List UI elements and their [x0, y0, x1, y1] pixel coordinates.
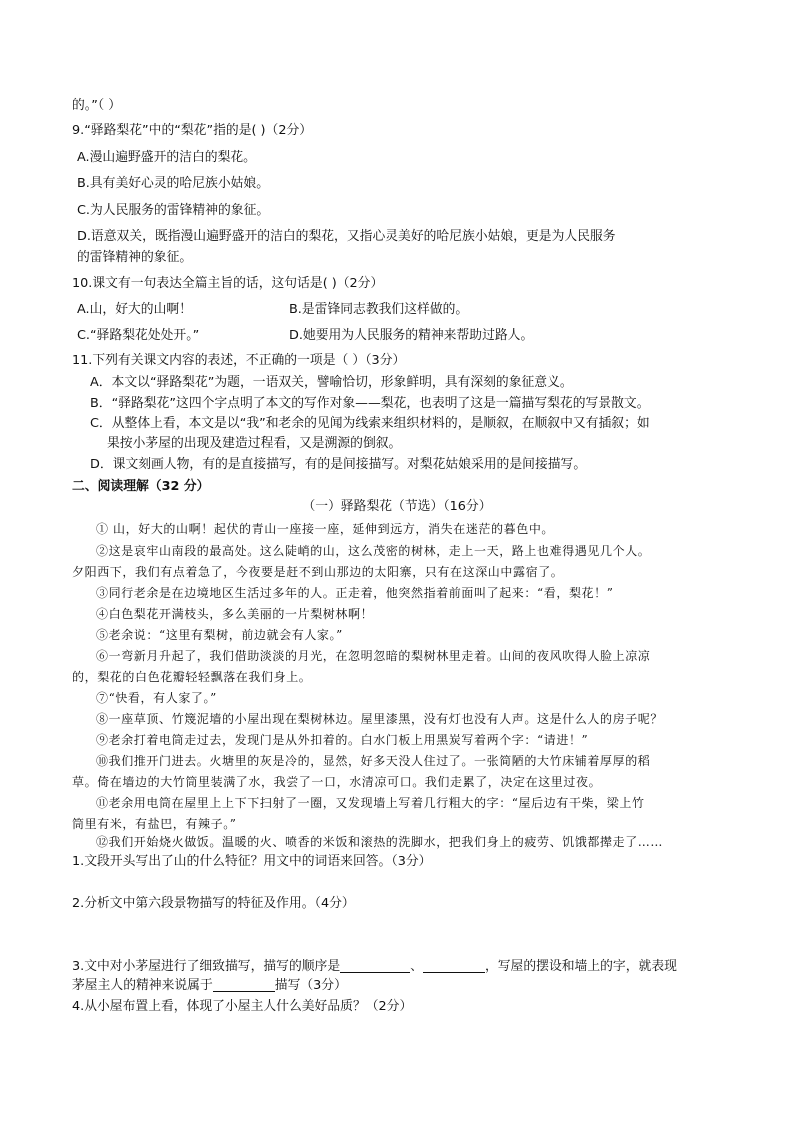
reading-question-3: 3.文中对小茅屋进行了细致描写，描写的顺序是 、 ，写屋的摆设和墙上的字，就表现 [72, 959, 677, 974]
q9-option-d-cont: 的雷锋精神的象征。 [77, 250, 193, 265]
passage-title: （一）驿路梨花（节选）（16分） [302, 499, 492, 514]
q9-option-b: B.具有美好心灵的哈尼族小姑娘。 [77, 176, 270, 191]
q11-option-c: C．从整体上看，本文是以“我”和老余的见闻为线索来组织材料的，是顺叙，在顺叙中又有插叙；如 [90, 416, 650, 431]
passage-paragraph-6: ⑥一弯新月升起了，我们借助淡淡的月光，在忽明忽暗的梨树林里走着。山间的夜风吹得人脸上凉凉 [96, 649, 651, 663]
reading-question-3-cont: 茅屋主人的精神来说属于 描写（3分） [72, 978, 347, 993]
passage-paragraph-6-cont: 的，梨花的白色花瓣轻轻飘落在我们身上。 [72, 670, 312, 684]
q9-option-d: D.语意双关，既指漫山遍野盛开的洁白的梨花，又指心灵美好的哈尼族小姑娘，更是为人民服务 [77, 229, 616, 244]
passage-paragraph-10: ⑩我们推开门进去。火塘里的灰是冷的，显然，好多天没人住过了。一张简陋的大竹床铺着厚厚的稻 [96, 754, 651, 768]
passage-paragraph-1: ① 山，好大的山啊！起伏的青山一座接一座，延伸到远方，消失在迷茫的暮色中。 [96, 522, 555, 536]
q9-option-c: C.为人民服务的雷锋精神的象征。 [77, 203, 270, 218]
q10-option-a: A.山，好大的山啊！ [77, 302, 192, 317]
q10-options-row1 [77, 301, 722, 319]
q10-options-row2 [77, 327, 722, 345]
passage-paragraph-11-cont: 筒里有米，有盐巴，有辣子。” [72, 817, 237, 831]
passage-paragraph-10-cont: 草。倚在墙边的大竹筒里装满了水，我尝了一口，水清凉可口。我们走累了，决定在这里过夜。 [72, 775, 602, 789]
passage-paragraph-5: ⑤老余说：“这里有梨树，前边就会有人家。” [96, 628, 343, 642]
line-prev-question-end: 的。”（ ） [72, 98, 122, 113]
q11-option-a: A．本文以“驿路梨花”为题，一语双关，譬喻恰切，形象鲜明，具有深刻的象征意义。 [90, 375, 573, 390]
q10-option-b: B.是雷锋同志教我们这样做的。 [289, 302, 469, 317]
passage-paragraph-11: ⑪老余用电筒在屋里上上下下扫射了一圈，又发现墙上写着几行粗大的字：“屋后边有干柴，梁上竹 [96, 796, 645, 810]
section-2-heading: 二、阅读理解（32 分） [72, 479, 210, 494]
q11-option-b: B．“驿路梨花”这四个字点明了本文的写作对象——梨花，也表明了这是一篇描写梨花的写景散文。 [90, 396, 650, 411]
q10-option-d: D.她要用为人民服务的精神来帮助过路人。 [289, 328, 534, 343]
question-9: 9.“驿路梨花”中的“梨花”指的是( )（2分） [72, 123, 313, 138]
reading-question-1: 1.文段开头写出了山的什么特征？用文中的词语来回答。（3分） [72, 854, 432, 869]
passage-paragraph-3: ③同行老余是在边境地区生活过多年的人。正走着，他突然指着前面叫了起来：“看，梨花！” [96, 586, 614, 600]
question-10: 10.课文有一句表达全篇主旨的话，这句话是( )（2分） [72, 276, 384, 291]
question-11: 11.下列有关课文内容的表述，不正确的一项是（ ）（3分） [72, 353, 406, 368]
q11-option-c-cont: 果按小茅屋的出现及建造过程看，又是溯源的倒叙。 [107, 436, 402, 451]
passage-paragraph-4: ④白色梨花开满枝头，多么美丽的一片梨树林啊！ [96, 607, 374, 621]
q11-option-d: D．课文刻画人物，有的是直接描写，有的是间接描写。对梨花姑娘采用的是间接描写。 [90, 457, 587, 472]
passage-paragraph-2-cont: 夕阳西下，我们有点着急了，今夜要是赶不到山那边的太阳寨，只有在这深山中露宿了。 [72, 565, 564, 579]
answer-blank-2[interactable] [423, 958, 485, 973]
passage-paragraph-12: ⑫我们开始烧火做饭。温暖的火、喷香的米饭和滚热的洗脚水，把我们身上的疲劳、饥饿都撵走了…… [96, 835, 664, 849]
answer-blank-3[interactable] [213, 977, 275, 992]
q10-option-c: C.“驿路梨花处处开。” [77, 328, 200, 343]
passage-paragraph-2: ②这是哀牢山南段的最高处。这么陡峭的山，这么茂密的树林，走上一天，路上也难得遇见几个人。 [96, 544, 651, 558]
q9-option-a: A.漫山遍野盛开的洁白的梨花。 [77, 150, 256, 165]
reading-question-2: 2.分析文中第六段景物描写的特征及作用。（4分） [72, 896, 355, 911]
answer-blank-1[interactable] [340, 958, 410, 973]
reading-question-4: 4.从小屋布置上看，体现了小屋主人什么美好品质？（2分） [72, 999, 413, 1014]
passage-paragraph-9: ⑨老余打着电筒走过去，发现门是从外扣着的。白水门板上用黑炭写着两个字：“请进！” [96, 733, 589, 747]
passage-paragraph-8: ⑧一座草顶、竹篾泥墙的小屋出现在梨树林边。屋里漆黑，没有灯也没有人声。这是什么人的房子呢？ [96, 712, 664, 726]
passage-paragraph-7: ⑦“快看，有人家了。” [96, 691, 217, 705]
